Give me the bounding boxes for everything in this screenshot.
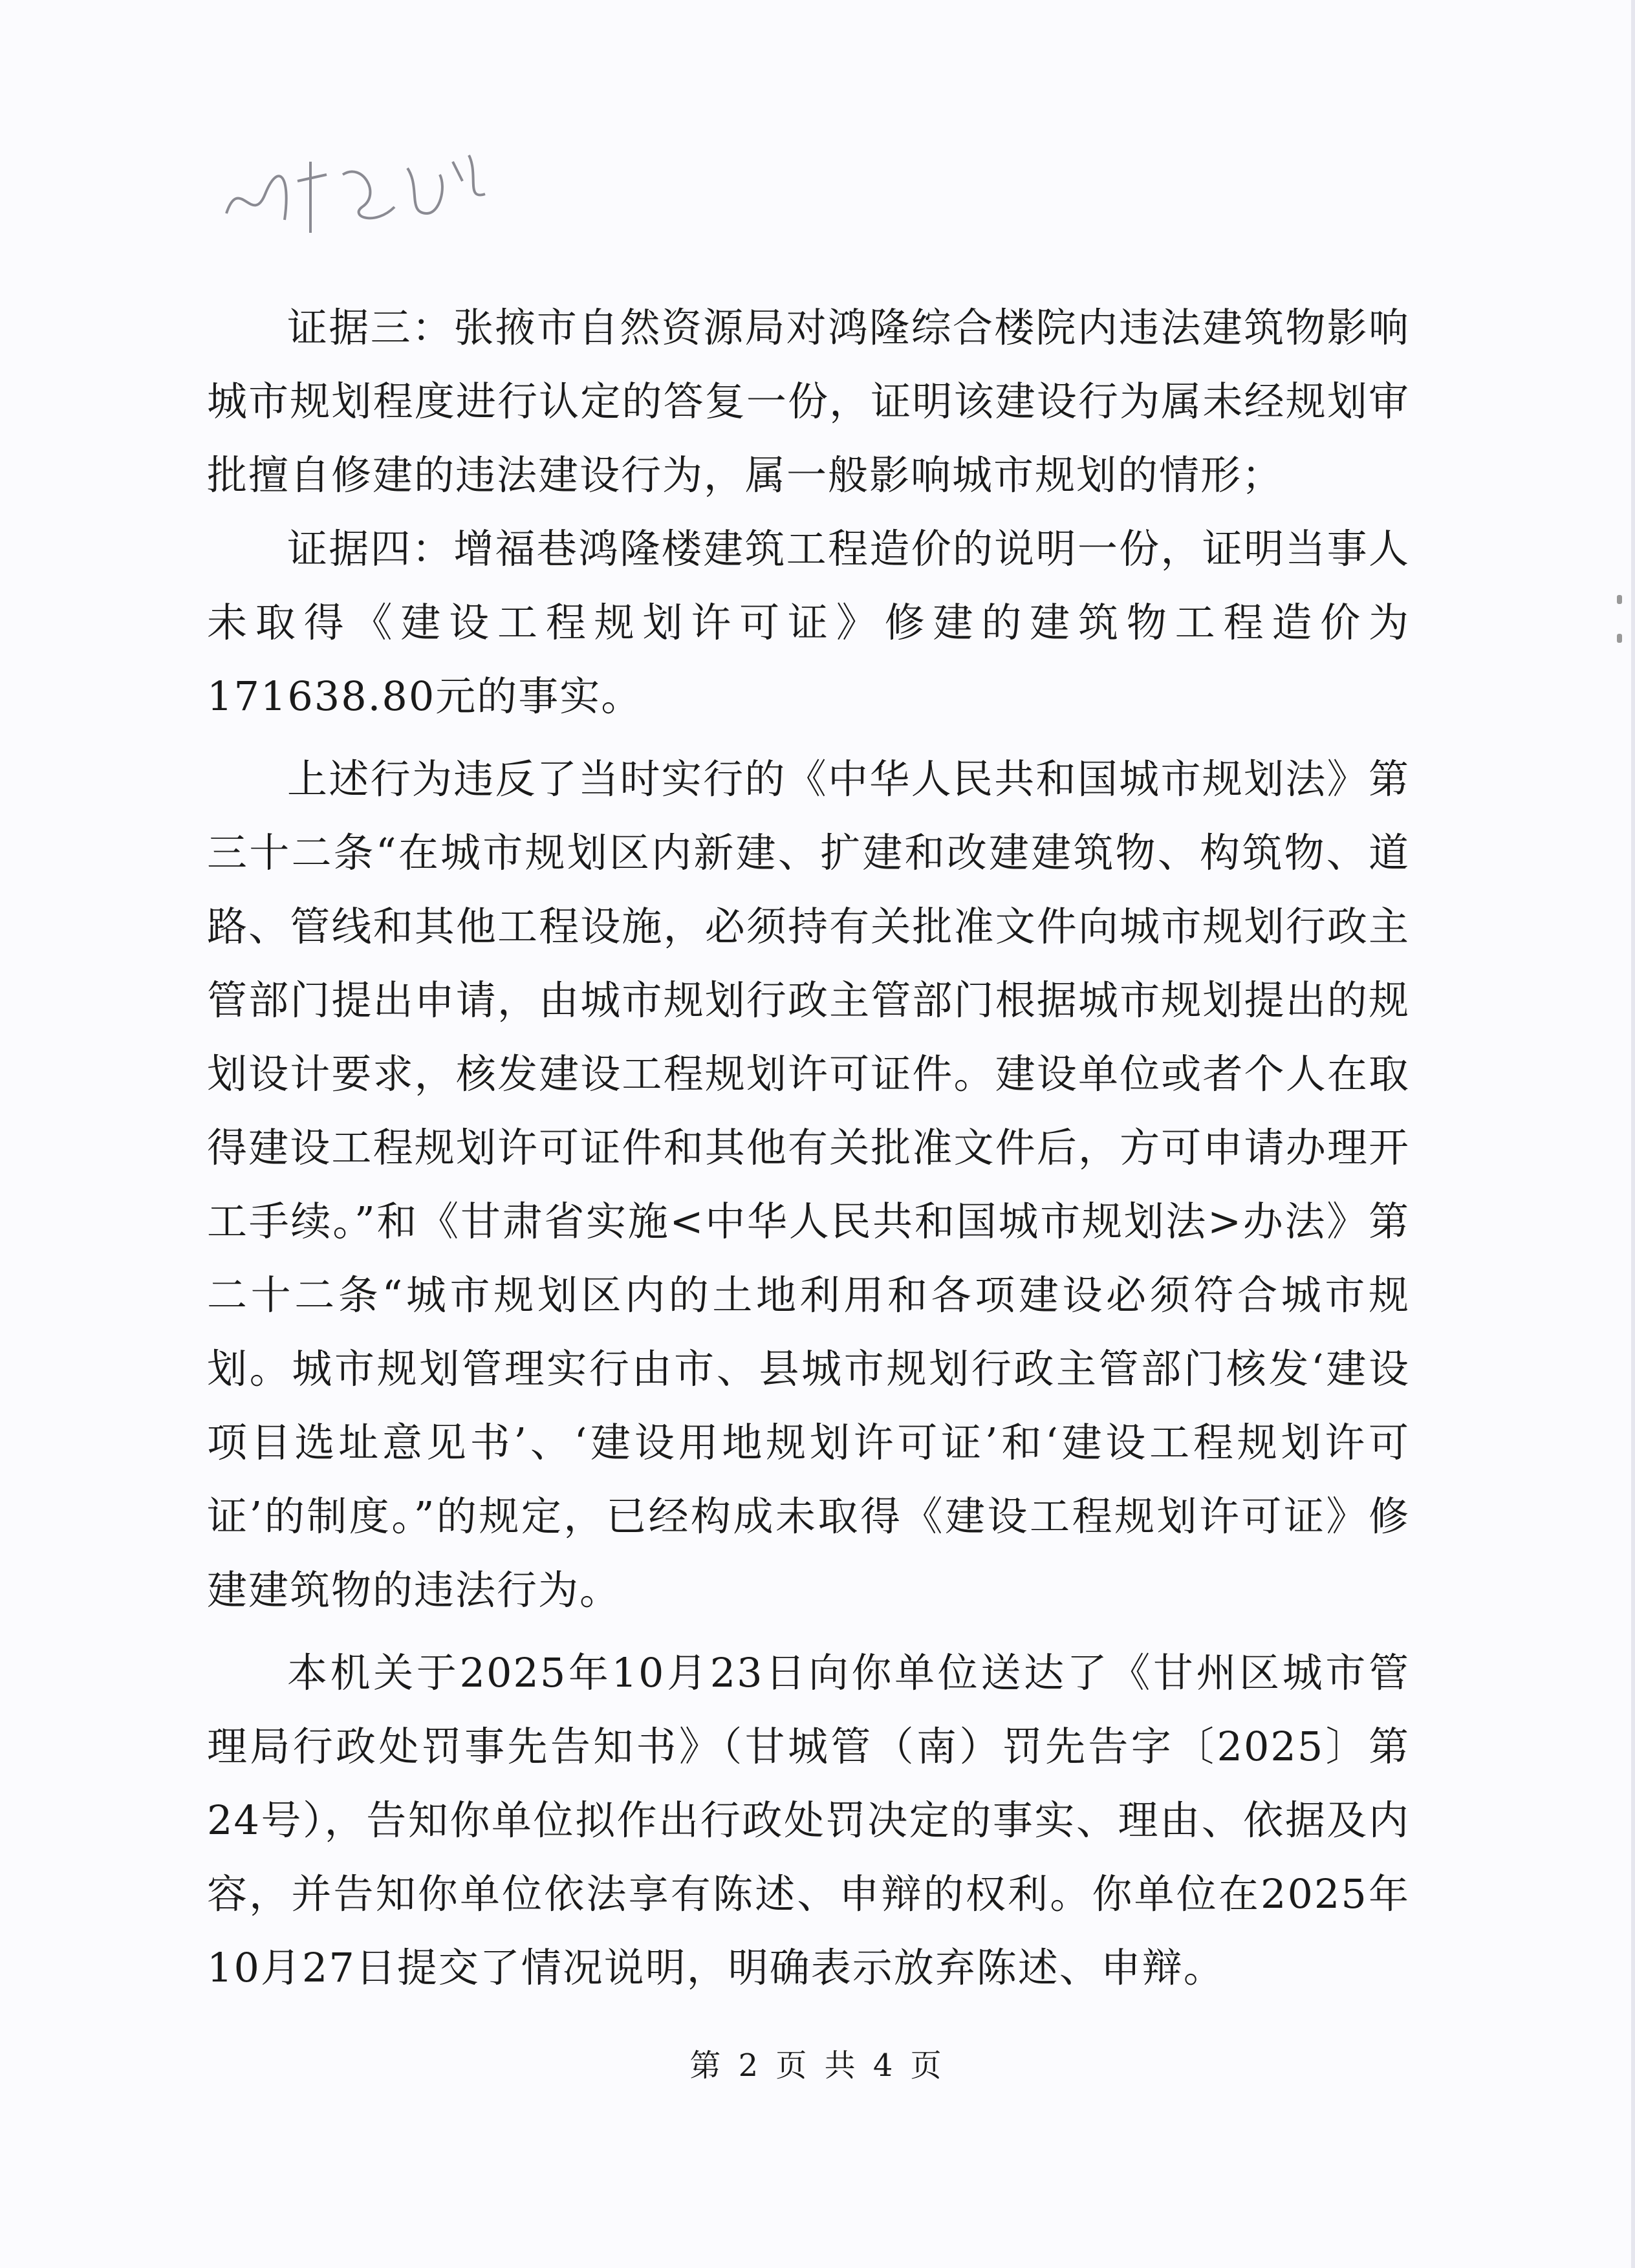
violation-paragraph: 上述行为违反了当时实行的《中华人民共和国城市规划法》第三十二条“在城市规划区内新建、扩建和改建建筑物、构筑物、道路、管线和其他工程设施，必须持有关批准文件向城市规划行政主管部门提出申请，由城市规划行政主管部门根据城市规划提出的规划设计要求，核发建设工程规划许可证件。建设单位或者个人在取得建设工程规划许可证件和其他有关批准文件后，方可申请办理开工手续。”和《甘肃省实施<中华人民共和国城市规划法>办法》第二十二条“城市规划区内的土地利用和各项建设必须符合城市规划。城市规划管理实行由市、县城市规划行政主管部门核发‘建设项目选址意见书’、‘建设用地规划许可证’和‘建设工程规划许可证’的制度。”的规定，已经构成未取得《建设工程规划许可证》修建建筑物的违法行为。 — [207, 755, 1410, 1614]
page-edge — [1631, 0, 1635, 2268]
notice-paragraph: 本机关于2025年10月23日向你单位送达了《甘州区城市管理局行政处罚事先告知书》（甘城管（南）罚先告字〔2025〕第24号），告知你单位拟作出行政处罚决定的事实、理由、依据及内容，并告知你单位依法享有陈述、申辩的权利。你单位在2025年10月27日提交了情况说明，明确表示放弃陈述、申辩。 — [207, 1649, 1410, 1991]
evidence-four-paragraph: 证据四：增福巷鸿隆楼建筑工程造价的说明一份，证明当事人未取得《建设工程规划许可证》修建的建筑物工程造价为171638.80元的事实。 — [207, 525, 1410, 720]
scan-speck — [1617, 634, 1622, 643]
scan-speck — [1617, 595, 1622, 604]
handwritten-signature — [213, 136, 498, 246]
evidence-three-paragraph: 证据三：张掖市自然资源局对鸿隆综合楼院内违法建筑物影响城市规划程度进行认定的答复一份，证明该建设行为属未经规划审批擅自修建的违法建设行为，属一般影响城市规划的情形； — [207, 304, 1410, 499]
page-number: 第 2 页 共 4 页 — [689, 2047, 946, 2084]
document-body — [207, 291, 1410, 2005]
